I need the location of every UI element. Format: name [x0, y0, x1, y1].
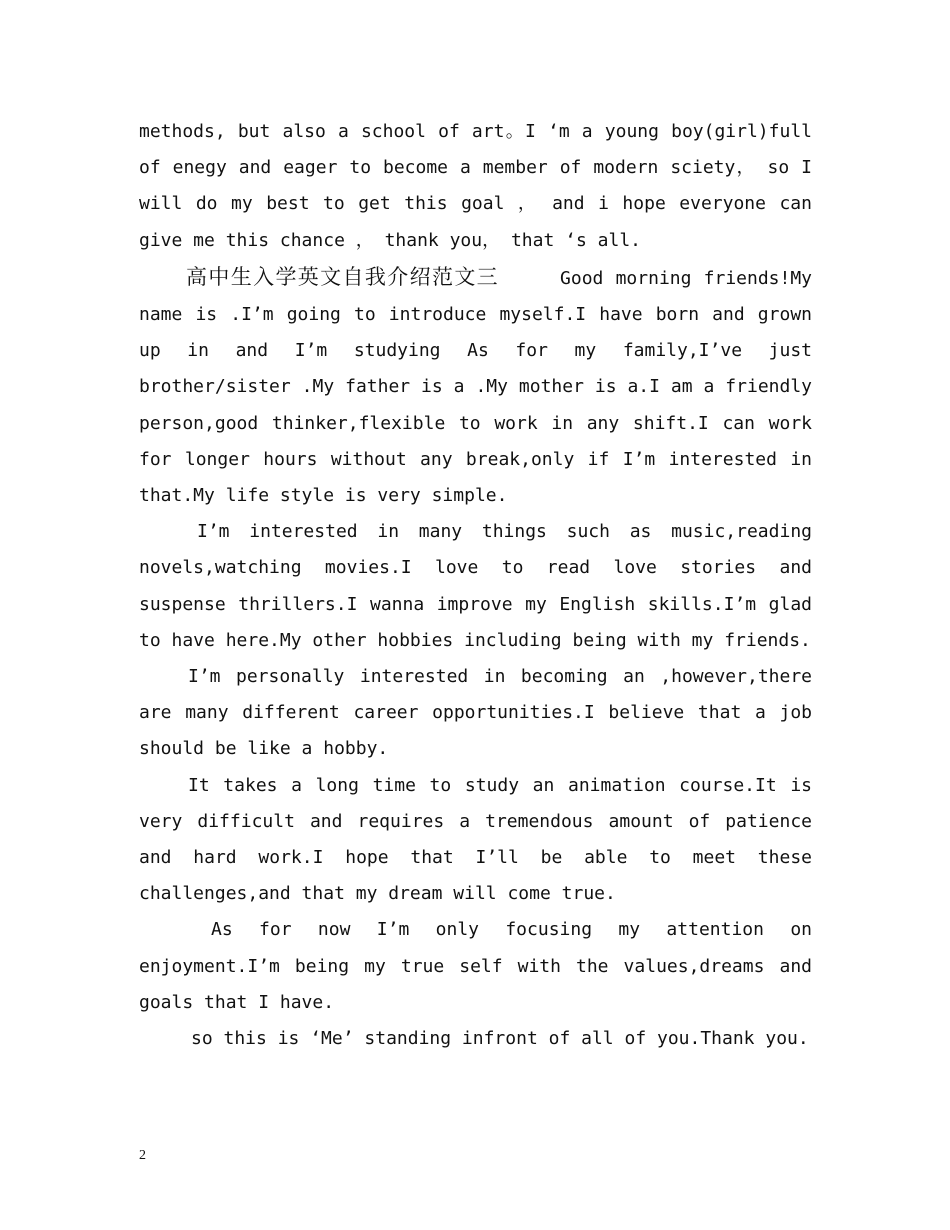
paragraph-1 [139, 114, 812, 259]
document-body [139, 114, 812, 1057]
paragraph-7-text: so this is ‘Me’ standing infront of all of you.Thank you. [191, 1028, 809, 1050]
paragraph-2 [139, 259, 812, 514]
paragraph-3 [139, 514, 812, 659]
paragraph-4-text: I’m personally interested in becoming an ,however,there are many different career opportunities.I believe that a job should be like a hobby. [139, 666, 812, 760]
paragraph-6 [139, 912, 812, 1021]
page-number: 2 [139, 1148, 146, 1163]
paragraph-4 [139, 659, 812, 768]
section-heading: 高中生入学英文自我介绍范文三 [186, 264, 500, 289]
paragraph-7 [139, 1021, 812, 1057]
paragraph-6-text: As for now I’m only focusing my attention on enjoyment.I’m being my true self with the values,dreams and goals that I have. [139, 919, 812, 1013]
paragraph-5-text: It takes a long time to study an animation course.It is very difficult and requires a tremendous amount of patience and hard work.I hope that I’ll be able to meet these challenges,and that my dream will come true. [139, 774, 812, 905]
paragraph-1-text: methods, but also a school of art。I ‘m a young boy(girl)full of enegy and eager to become a member of modern sciety， so I will do my best to get this goal ， and i hope everyone can give me this chance ， thank you， that ‘s all. [139, 121, 812, 251]
paragraph-5 [139, 768, 812, 913]
paragraph-3-text: I’m interested in many things such as music,reading novels,watching movies.I love to read love stories and suspense thrillers.I wanna improve my English skills.I’m glad to have here.My other hobbies including being with my friends. [139, 521, 812, 651]
paragraph-2-text: Good morning friends!My name is .I’m going to introduce myself.I have born and grown up in and I’m studying As for my family,I’ve just brother/sister .My father is a .My mother is a.I am a friendly person,good thinker,flexible to work in any shift.I can work for longer hours without any break,only if I’m interested in that.My life style is very simple. [139, 267, 813, 507]
